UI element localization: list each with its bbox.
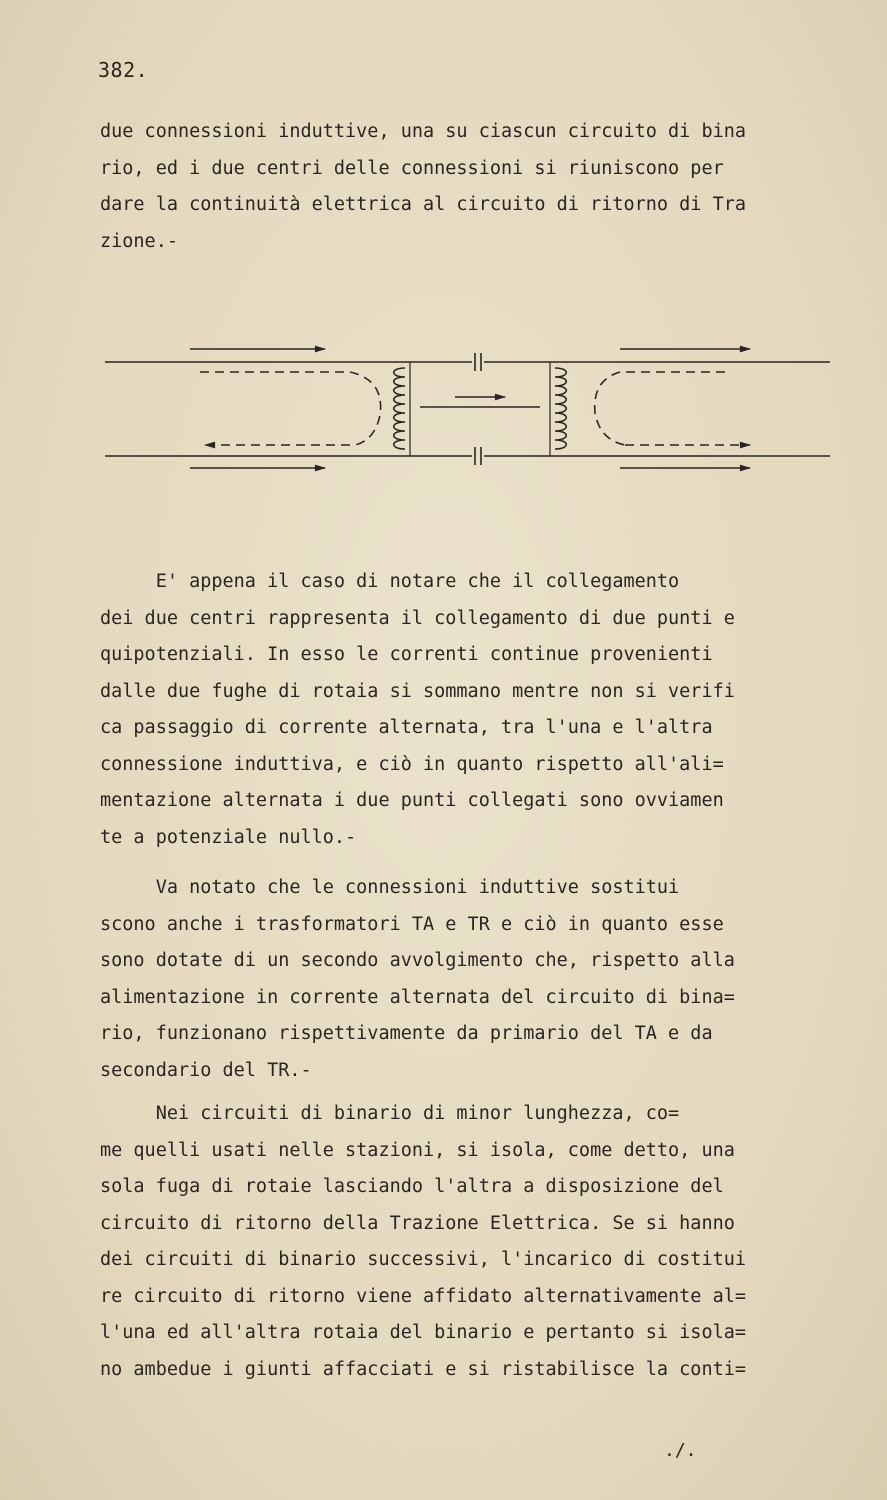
continuation-mark: ./. <box>664 1440 697 1461</box>
text-line: re circuito di ritorno viene affidato alternativamente al= <box>100 1285 747 1307</box>
text-line: secondario del TR.- <box>100 1059 312 1081</box>
page-number: 382. <box>98 58 149 82</box>
text-line: me quelli usati nelle stazioni, si isola, come detto, una <box>100 1139 735 1161</box>
text-line: dei circuiti di binario successivi, l'incarico di costitui <box>100 1249 747 1270</box>
text-line: scono anche i trasformatori TA e TR e ciò in quanto esse <box>100 913 724 935</box>
text-line: Nei circuiti di binario di minor lunghezza, co= <box>100 1103 680 1124</box>
return-path-left <box>200 372 381 445</box>
paragraph-2 <box>100 564 860 856</box>
text-line: sola fuga di rotaie lasciando l'altra a disposizione del <box>100 1176 724 1197</box>
text-line: mentazione alternata i due punti collegati sono ovviamen <box>100 790 724 811</box>
text-line: rio, ed i due centri delle connessioni si riuniscono per <box>100 157 724 179</box>
text-line: zione.- <box>100 230 178 252</box>
text-line: Va notato che le connessioni induttive sostitui <box>100 877 680 898</box>
text-line: ca passaggio di corrente alternata, tra l'una e l'altra <box>100 717 713 738</box>
text-line: dare la continuità elettrica al circuito di ritorno di Tra <box>100 194 747 215</box>
text-line: connessione induttiva, e ciò in quanto rispetto all'ali= <box>100 753 724 775</box>
text-line: sono dotate di un secondo avvolgimento che, rispetto alla <box>100 950 735 971</box>
text-line: l'una ed all'altra rotaia del binario e pertanto si isola= <box>100 1322 747 1343</box>
text-line: alimentazione in corrente alternata del circuito di bina= <box>100 986 735 1008</box>
paragraph-3 <box>100 870 860 1089</box>
return-path-right <box>595 372 725 445</box>
text-line: dei due centri rappresenta il collegamento di due punti e <box>100 607 735 629</box>
text-line: due connessioni induttive, una su ciascun circuito di bina <box>100 121 747 142</box>
text-line: no ambedue i giunti affacciati e si ristabilisce la conti= <box>100 1358 747 1380</box>
coil-right <box>555 368 566 449</box>
track-circuit-diagram <box>100 335 835 480</box>
paragraph-4 <box>100 1096 860 1388</box>
text-line: te a potenziale nullo.- <box>100 826 357 848</box>
text-line: E' appena il caso di notare che il collegamento <box>100 571 680 592</box>
text-line: dalle due fughe di rotaia si sommano mentre non si verifi <box>100 680 735 702</box>
coil-left <box>394 368 405 449</box>
text-line: circuito di ritorno della Trazione Elettrica. Se si hanno <box>100 1212 735 1234</box>
paragraph-1 <box>100 114 860 260</box>
text-line: rio, funzionano rispettivamente da primario del TA e da <box>100 1023 713 1044</box>
text-line: quipotenziali. In esso le correnti continue provenienti <box>100 644 713 665</box>
